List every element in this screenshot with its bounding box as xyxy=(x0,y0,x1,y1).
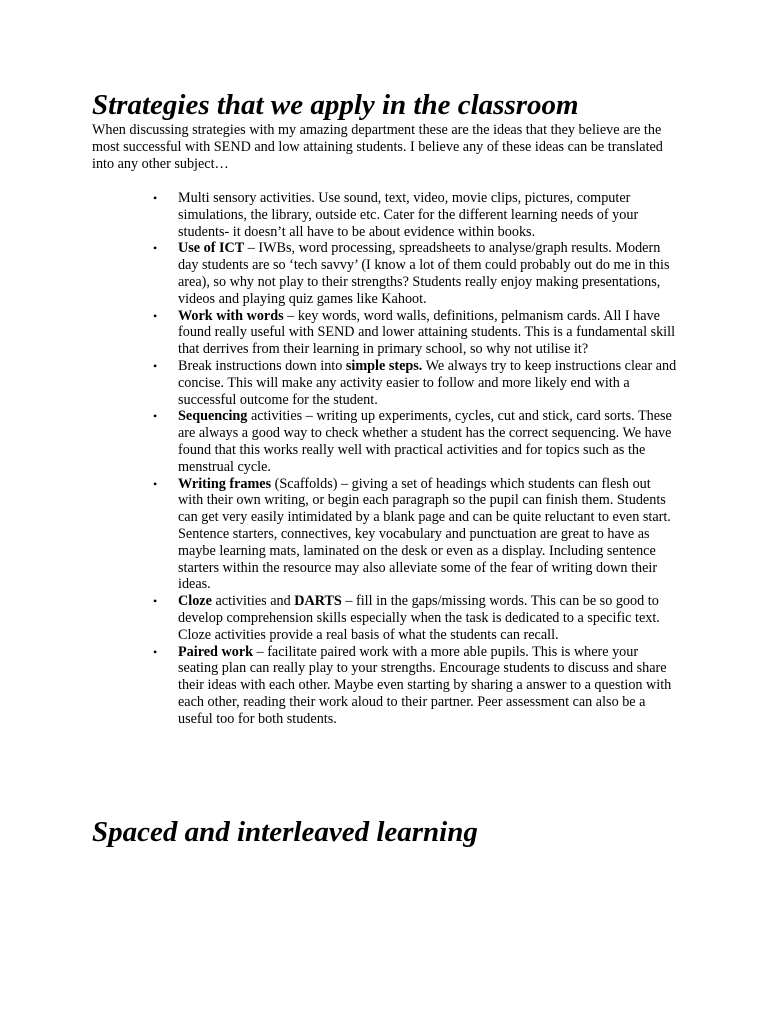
bullet-text: We always try to keep instructions clear and concise. This will make any activity easier to follow and more likely end with a successful outcome for the student. xyxy=(178,357,677,408)
bullet-icon: • xyxy=(153,594,158,609)
bullet-bold-term: Paired work xyxy=(178,643,254,660)
bullet-bold-term: Cloze xyxy=(178,593,212,610)
bullet-icon: • xyxy=(153,308,158,323)
list-item xyxy=(150,593,678,643)
bullet-text: activities and xyxy=(211,593,295,610)
bullet-prefix: Break instructions down into xyxy=(178,357,346,374)
list-item xyxy=(150,476,678,594)
bullet-bold-term: Use of ICT xyxy=(178,240,245,257)
bullet-icon: • xyxy=(153,476,158,491)
list-item xyxy=(150,408,678,475)
bullet-text: – facilitate paired work with a more able pupils. This is where your seating plan can really play to your strengths. Encourage students to discuss and share their ideas with each other. Maybe even starting by sharing a answer to a question with each other, reading their work aloud to their partner. Peer assessment can also be a useful too for both students. xyxy=(178,643,672,727)
bullet-icon: • xyxy=(153,241,158,256)
bullet-text: activities – writing up experiments, cycles, cut and stick, card sorts. These are always a good way to check whether a student has the correct sequencing. We have found that this works really well with practical activities and for topics such as the menstrual cycle. xyxy=(178,408,672,475)
list-item xyxy=(150,358,678,408)
bullet-text: – IWBs, word processing, spreadsheets to analyse/graph results. Modern day students are so ‘tech savvy’ (I know a lot of them could probably out do me in this area), so why not play to their strengths? Students really enjoy making presentations, videos and playing quiz games like Kahoot. xyxy=(178,240,670,307)
intro-paragraph: When discussing strategies with my amazing department these are the ideas that they believe are the most successful with SEND and low attaining students. I believe any of these ideas can be translated into any other subject… xyxy=(92,122,663,172)
bullet-text-2: – fill in the gaps/missing words. This can be so good to develop comprehension skills especially when the task is dedicated to a specific text. Cloze activities provide a real basis of what the students can recall. xyxy=(178,593,660,643)
bullet-icon: • xyxy=(153,644,158,659)
section-heading-spaced-learning: Spaced and interleaved learning xyxy=(92,816,478,848)
bullet-icon: • xyxy=(153,358,158,373)
bullet-bold-term: Writing frames xyxy=(178,475,272,492)
bullet-text: Multi sensory activities. Use sound, text, video, movie clips, pictures, computer simulations, the library, outside etc. Cater for the different learning needs of your students- it doesn’t all have to be about evidence within books. xyxy=(178,190,639,240)
list-item xyxy=(150,240,678,307)
bullet-text: (Scaffolds) – giving a set of headings which students can flesh out with their own writing, or begin each paragraph so the pupil can finish them. Students can get very easily intimidated by a blank page and can be quite reluctant to even start. Sentence starters, connectives, key vocabulary and punctuation are great to have as maybe learning mats, laminated on the desk or even as a display. Including sentence starters within the resource may also alleviate some of the fear of writing down their ideas. xyxy=(178,475,671,593)
bullet-bold-term: simple steps. xyxy=(345,357,423,374)
bullet-icon: • xyxy=(153,191,158,205)
list-item xyxy=(150,644,678,728)
bullet-bold-term: Sequencing xyxy=(178,408,248,425)
bullet-text: – key words, word walls, definitions, pelmanism cards. All I have found really useful with SEND and lower attaining students. This is a fundamental skill that derrives from their learning in primary school, so why not utilise it? xyxy=(178,307,676,358)
bullet-bold-term: Work with words xyxy=(178,307,284,324)
list-item xyxy=(150,308,678,358)
bullet-icon: • xyxy=(153,409,158,424)
strategy-list xyxy=(150,190,678,728)
bullet-bold-term-2: DARTS xyxy=(294,593,342,610)
section-heading-strategies: Strategies that we apply in the classroom xyxy=(92,89,579,121)
list-item xyxy=(150,190,678,240)
